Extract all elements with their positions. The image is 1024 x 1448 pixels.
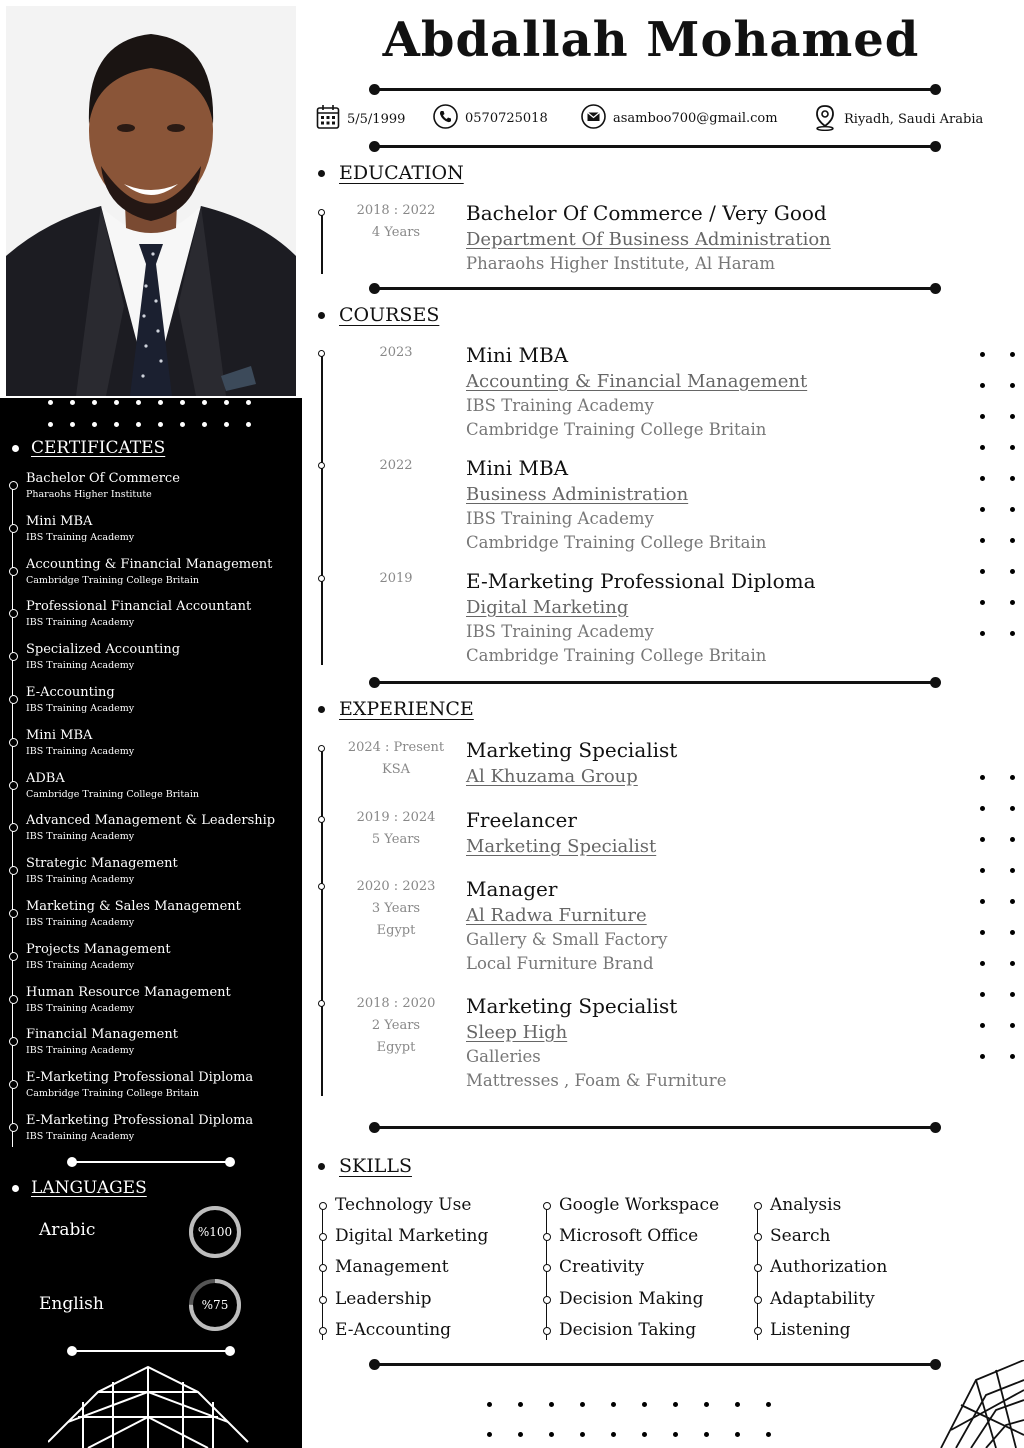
- contact-birthdate: [316, 104, 405, 134]
- entry-body: [466, 876, 668, 976]
- location-pin-icon: [813, 104, 837, 135]
- certificate-issuer: IBS Training Academy: [26, 702, 135, 714]
- language-name: English: [39, 1294, 104, 1314]
- certificate-item: [12, 641, 297, 684]
- entry-organization: Digital Marketing: [466, 597, 629, 618]
- entry-organization: Al Khuzama Group: [466, 766, 638, 787]
- contact-location: [813, 104, 983, 135]
- entry-detail: IBS Training Academy: [466, 396, 654, 415]
- timeline-node: [318, 1000, 325, 1007]
- entry-organization: Al Radwa Furniture: [466, 905, 647, 926]
- skill-item: Microsoft Office: [543, 1225, 719, 1256]
- skill-item: Decision Taking: [543, 1319, 719, 1350]
- languages-heading: [12, 1178, 147, 1198]
- certificate-title: Financial Management: [26, 1027, 178, 1043]
- entry-detail: Cambridge Training College Britain: [466, 420, 767, 439]
- email-text[interactable]: asamboo700@gmail.com: [613, 111, 778, 126]
- languages-heading-label: LANGUAGES: [31, 1178, 147, 1198]
- skills-column: [543, 1194, 719, 1350]
- skill-item: Listening: [754, 1319, 887, 1350]
- entry-title: Marketing Specialist: [466, 738, 678, 762]
- timeline-node: [318, 883, 325, 890]
- entry-detail: Gallery & Small Factory: [466, 930, 668, 949]
- certificate-title: Marketing & Sales Management: [26, 898, 241, 914]
- entry-body: [466, 568, 816, 668]
- certificate-title: ADBA: [26, 770, 65, 786]
- timeline-node: [318, 350, 325, 357]
- birthdate-text: 5/5/1999: [347, 111, 406, 127]
- heading-bullet: [318, 706, 325, 713]
- entry-date: 2020 : 2023: [356, 879, 436, 894]
- certificate-title: Advanced Management & Leadership: [26, 813, 276, 829]
- section-divider: [374, 287, 936, 290]
- skill-item: Creativity: [543, 1256, 719, 1287]
- entry-title: Mini MBA: [466, 343, 569, 367]
- courses-heading-label: COURSES: [339, 304, 440, 326]
- certificate-item: [12, 812, 297, 855]
- courses-timeline: [321, 352, 323, 665]
- certificates-heading: [12, 438, 165, 458]
- certificate-item: [12, 855, 297, 898]
- timeline-node: [318, 575, 325, 582]
- language-name: Arabic: [39, 1220, 96, 1240]
- entry-body: [466, 807, 656, 859]
- certificate-item: [12, 941, 297, 984]
- entry-organization: Accounting & Financial Management: [466, 371, 808, 392]
- bottom-dot-pattern: [487, 1402, 771, 1437]
- heading-bullet: [318, 312, 325, 319]
- entry-organization: Business Administration: [466, 484, 689, 505]
- skill-item: Adaptability: [754, 1288, 887, 1319]
- entry-body: [466, 737, 677, 789]
- skill-item: Digital Marketing: [319, 1225, 488, 1256]
- entry-dates: [340, 993, 452, 1059]
- education-heading-label: EDUCATION: [339, 162, 464, 184]
- certificate-issuer: IBS Training Academy: [26, 617, 135, 629]
- skill-item: Decision Making: [543, 1288, 719, 1319]
- certificate-item: [12, 770, 297, 813]
- heading-bullet: [12, 1185, 19, 1192]
- entry-date: 2022: [379, 458, 413, 473]
- contact-phone: [433, 104, 548, 133]
- contact-divider: [374, 145, 936, 148]
- skill-item: Search: [754, 1225, 887, 1256]
- skill-item: E-Accounting: [319, 1319, 488, 1350]
- certificate-issuer: Cambridge Training College Britain: [26, 1088, 199, 1100]
- timeline-node: [318, 816, 325, 823]
- experience-heading: [318, 698, 474, 720]
- language-level-ring: [188, 1205, 242, 1259]
- language-level-label: %75: [201, 1298, 229, 1312]
- courses-heading: [318, 304, 439, 326]
- entry-dates: [340, 200, 452, 244]
- sidebar-divider: [72, 1161, 230, 1163]
- geometric-decoration: [936, 1360, 1024, 1448]
- entry-title: E-Marketing Professional Diploma: [466, 569, 816, 593]
- certificate-item: [12, 984, 297, 1027]
- entry-title: Freelancer: [466, 808, 577, 832]
- language-level-ring: [188, 1278, 242, 1332]
- entry-duration: 4 Years: [371, 225, 421, 240]
- certificate-item: [12, 684, 297, 727]
- entry-organization: Sleep High: [466, 1022, 568, 1043]
- skill-item: Technology Use: [319, 1194, 488, 1225]
- certificate-title: Mini MBA: [26, 513, 93, 529]
- timeline-node: [318, 745, 325, 752]
- language-level-label: %100: [197, 1225, 233, 1239]
- certificate-issuer: Cambridge Training College Britain: [26, 788, 199, 800]
- skills-heading: [318, 1155, 412, 1177]
- certificate-item: [12, 598, 297, 641]
- geometric-decoration: [48, 1362, 254, 1448]
- certificate-item: [12, 1069, 297, 1112]
- entry-body: [466, 200, 831, 276]
- certificate-title: Professional Financial Accountant: [26, 599, 252, 615]
- entry-detail: IBS Training Academy: [466, 622, 654, 641]
- entry-body: [466, 993, 726, 1093]
- certificate-item: [12, 470, 297, 513]
- certificate-issuer: IBS Training Academy: [26, 959, 135, 971]
- entry-duration: 5 Years: [371, 832, 421, 847]
- heading-bullet: [12, 445, 19, 452]
- skill-item: Analysis: [754, 1194, 887, 1225]
- header-divider: [374, 88, 936, 91]
- entry-detail: Mattresses , Foam & Furniture: [466, 1071, 727, 1090]
- section-divider: [374, 1126, 936, 1129]
- certificate-item: [12, 727, 297, 770]
- entry-date: 2024 : Present: [347, 740, 445, 755]
- skill-item: Leadership: [319, 1288, 488, 1319]
- certificate-item: [12, 1026, 297, 1069]
- skills-heading-label: SKILLS: [339, 1155, 412, 1177]
- certificate-issuer: IBS Training Academy: [26, 1130, 135, 1142]
- profile-photo-frame: [0, 0, 302, 398]
- entry-title: Marketing Specialist: [466, 994, 678, 1018]
- certificate-issuer: IBS Training Academy: [26, 660, 135, 672]
- entry-duration: 3 Years: [371, 901, 421, 916]
- heading-bullet: [318, 1163, 325, 1170]
- certificate-item: [12, 513, 297, 556]
- skills-column: [754, 1194, 887, 1350]
- sidebar: [0, 0, 302, 1448]
- certificate-issuer: IBS Training Academy: [26, 1045, 135, 1057]
- certificates-heading-label: CERTIFICATES: [31, 438, 166, 458]
- certificate-title: E-Marketing Professional Diploma: [26, 1112, 254, 1128]
- certificate-title: E-Accounting: [26, 684, 115, 700]
- timeline-node: [318, 462, 325, 469]
- profile-photo: [6, 6, 296, 396]
- entry-date: 2019 : 2024: [356, 810, 436, 825]
- entry-title: Mini MBA: [466, 456, 569, 480]
- certificate-issuer: IBS Training Academy: [26, 1002, 135, 1014]
- entry-title: Manager: [466, 877, 558, 901]
- skill-item: Google Workspace: [543, 1194, 719, 1225]
- contact-email: [581, 104, 778, 133]
- entry-location: Egypt: [376, 923, 416, 938]
- heading-bullet: [318, 170, 325, 177]
- certificate-item: [12, 898, 297, 941]
- certificate-issuer: IBS Training Academy: [26, 831, 135, 843]
- skill-item: Authorization: [754, 1256, 887, 1287]
- right-dot-pattern: [980, 352, 1015, 636]
- section-divider: [374, 1363, 936, 1366]
- sidebar-dot-pattern: [48, 400, 251, 427]
- certificate-issuer: IBS Training Academy: [26, 874, 135, 886]
- entry-detail: IBS Training Academy: [466, 509, 654, 528]
- timeline-node: [318, 209, 325, 216]
- entry-detail: Galleries: [466, 1047, 541, 1066]
- entry-title: Bachelor Of Commerce / Very Good: [466, 201, 827, 225]
- entry-date: 2023: [379, 345, 413, 360]
- entry-organization: Department Of Business Administration: [466, 229, 831, 250]
- entry-duration: 2 Years: [371, 1018, 421, 1033]
- entry-organization: Marketing Specialist: [466, 836, 657, 857]
- entry-location: Egypt: [376, 1040, 416, 1055]
- certificate-title: Projects Management: [26, 941, 171, 957]
- certificate-title: Human Resource Management: [26, 984, 231, 1000]
- entry-body: [466, 342, 807, 442]
- certificate-title: Bachelor Of Commerce: [26, 471, 180, 486]
- certificate-item: [12, 556, 297, 599]
- phone-icon: [433, 104, 458, 133]
- entry-detail: Cambridge Training College Britain: [466, 533, 767, 552]
- certificate-title: E-Marketing Professional Diploma: [26, 1070, 254, 1086]
- entry-detail: Local Furniture Brand: [466, 954, 654, 973]
- certificate-issuer: Pharaohs Higher Institute: [26, 489, 152, 500]
- certificate-title: Strategic Management: [26, 856, 178, 872]
- entry-dates: [340, 876, 452, 942]
- entry-body: [466, 455, 766, 555]
- sidebar-divider: [72, 1350, 230, 1352]
- certificate-item: [12, 1112, 297, 1155]
- certificate-issuer: IBS Training Academy: [26, 745, 135, 757]
- entry-date: 2018 : 2020: [356, 996, 436, 1011]
- certificate-title: Mini MBA: [26, 727, 93, 743]
- certificate-title: Accounting & Financial Management: [26, 556, 273, 572]
- entry-date: 2018 : 2022: [356, 203, 436, 218]
- certificates-list: [12, 470, 297, 1155]
- skills-column: [319, 1194, 488, 1350]
- entry-location: KSA: [381, 762, 410, 777]
- right-dot-pattern: [980, 775, 1015, 1059]
- certificate-issuer: IBS Training Academy: [26, 916, 135, 928]
- calendar-icon: [316, 104, 340, 134]
- entry-dates: [340, 807, 452, 851]
- certificate-issuer: IBS Training Academy: [26, 531, 135, 543]
- section-divider: [374, 681, 936, 684]
- education-heading: [318, 162, 464, 184]
- experience-timeline: [321, 748, 323, 1096]
- entry-dates: [340, 737, 452, 781]
- entry-detail: Pharaohs Higher Institute, Al Haram: [466, 254, 776, 273]
- education-timeline: [321, 212, 323, 274]
- location-text: Riyadh, Saudi Arabia: [844, 112, 984, 127]
- entry-date: 2019: [379, 571, 413, 586]
- experience-heading-label: EXPERIENCE: [339, 698, 474, 720]
- skill-item: Management: [319, 1256, 488, 1287]
- certificate-issuer: Cambridge Training College Britain: [26, 574, 199, 586]
- certificate-title: Specialized Accounting: [26, 642, 181, 658]
- candidate-name: Abdallah Mohamed: [382, 12, 920, 68]
- entry-detail: Cambridge Training College Britain: [466, 646, 767, 665]
- phone-text[interactable]: 0570725018: [465, 111, 548, 126]
- email-icon: [581, 104, 606, 133]
